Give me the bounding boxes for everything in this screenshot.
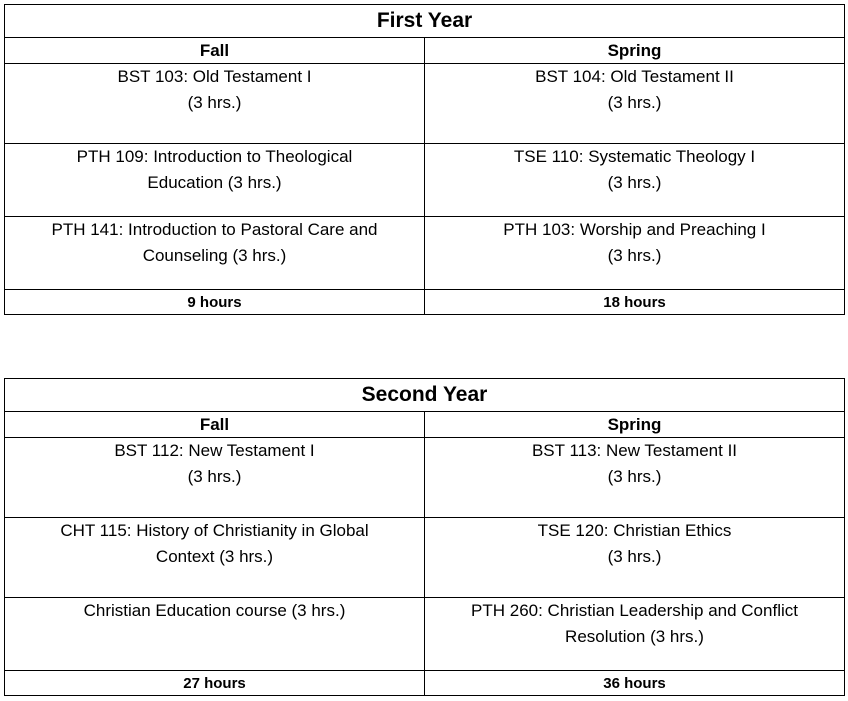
table-row — [5, 144, 845, 217]
spring-header: Spring — [425, 412, 845, 438]
fall-course-cell — [5, 438, 425, 518]
spring-course-cell — [425, 438, 845, 518]
spring-course-cell — [425, 217, 845, 290]
course-hours: (3 hrs.) — [607, 547, 662, 566]
course-hours: Counseling (3 hrs.) — [142, 246, 287, 265]
year-title: Second Year — [5, 379, 845, 412]
course-hours: (3 hrs.) — [187, 93, 242, 112]
fall-course-cell — [5, 217, 425, 290]
course-hours: (3 hrs.) — [187, 467, 242, 486]
course-hours: Resolution (3 hrs.) — [565, 627, 704, 646]
course-title: CHT 115: History of Christianity in Global — [60, 521, 369, 540]
course-title: BST 104: Old Testament II — [535, 67, 734, 86]
fall-course-cell — [5, 64, 425, 144]
course-title: PTH 109: Introduction to Theological — [76, 147, 353, 166]
fall-total: 27 hours — [5, 671, 425, 696]
course-title: Christian Education course (3 hrs.) — [83, 601, 346, 620]
spring-course-cell — [425, 598, 845, 671]
spring-total: 18 hours — [425, 290, 845, 315]
course-title: PTH 260: Christian Leadership and Conflict — [471, 601, 798, 620]
table-row — [5, 438, 845, 518]
fall-course-cell — [5, 598, 425, 671]
course-title: TSE 110: Systematic Theology I — [513, 147, 756, 166]
fall-total: 9 hours — [5, 290, 425, 315]
second-year-table — [4, 378, 845, 696]
course-hours: Context (3 hrs.) — [155, 547, 274, 566]
table-row — [5, 598, 845, 671]
first-year-table — [4, 4, 845, 315]
table-row — [5, 518, 845, 598]
course-title: BST 113: New Testament II — [531, 441, 738, 460]
course-hours: (3 hrs.) — [607, 173, 662, 192]
course-title: BST 103: Old Testament I — [117, 67, 312, 86]
table-row — [5, 64, 845, 144]
course-title: TSE 120: Christian Ethics — [537, 521, 732, 540]
fall-header: Fall — [5, 412, 425, 438]
fall-header: Fall — [5, 38, 425, 64]
spring-course-cell — [425, 144, 845, 217]
course-hours: (3 hrs.) — [607, 93, 662, 112]
fall-course-cell — [5, 518, 425, 598]
course-hours: (3 hrs.) — [607, 246, 662, 265]
course-hours: (3 hrs.) — [607, 467, 662, 486]
spring-course-cell — [425, 64, 845, 144]
spring-course-cell — [425, 518, 845, 598]
course-title: BST 112: New Testament I — [114, 441, 315, 460]
course-title: PTH 103: Worship and Preaching I — [503, 220, 766, 239]
spring-header: Spring — [425, 38, 845, 64]
course-hours: Education (3 hrs.) — [147, 173, 282, 192]
table-row — [5, 217, 845, 290]
year-title: First Year — [5, 5, 845, 38]
course-title: PTH 141: Introduction to Pastoral Care and — [51, 220, 378, 239]
fall-course-cell — [5, 144, 425, 217]
spring-total: 36 hours — [425, 671, 845, 696]
